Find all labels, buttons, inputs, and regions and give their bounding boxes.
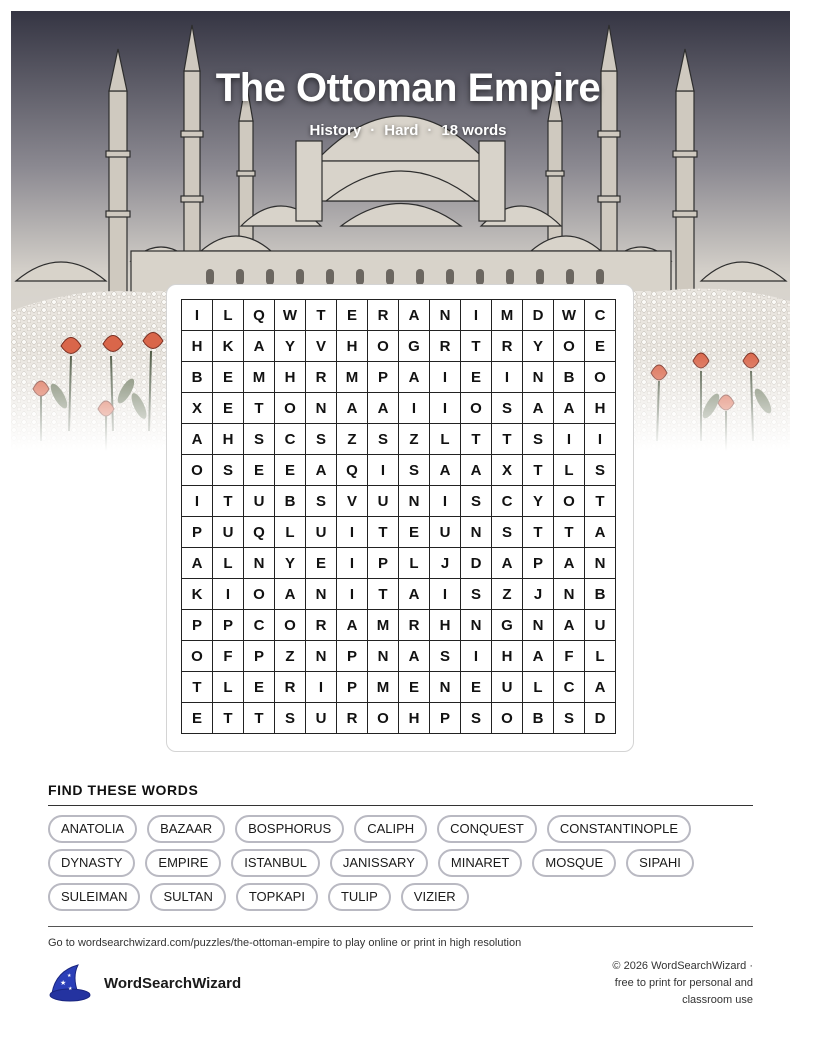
grid-cell[interactable]: Z xyxy=(492,579,523,610)
grid-cell[interactable]: E xyxy=(461,672,492,703)
grid-cell[interactable]: L xyxy=(430,424,461,455)
grid-cell[interactable]: U xyxy=(244,486,275,517)
grid-cell[interactable]: J xyxy=(430,548,461,579)
word-chip: TOPKAPI xyxy=(236,883,318,911)
grid-cell[interactable]: P xyxy=(182,610,213,641)
grid-cell[interactable]: I xyxy=(554,424,585,455)
grid-cell[interactable]: I xyxy=(182,486,213,517)
grid-cell[interactable]: I xyxy=(585,424,616,455)
difficulty-label: Hard xyxy=(384,122,419,139)
grid-cell[interactable]: N xyxy=(461,517,492,548)
category-label: History xyxy=(309,122,362,139)
grid-cell[interactable]: U xyxy=(430,517,461,548)
grid-row xyxy=(182,641,616,672)
grid-cell[interactable]: U xyxy=(368,486,399,517)
grid-cell[interactable]: I xyxy=(430,393,461,424)
grid-cell[interactable]: C xyxy=(275,424,306,455)
copyright-line: free to print for personal and xyxy=(614,977,753,989)
grid-cell[interactable]: E xyxy=(585,331,616,362)
grid-cell[interactable]: U xyxy=(213,517,244,548)
word-chip: BOSPHORUS xyxy=(235,815,344,843)
grid-cell[interactable]: N xyxy=(554,579,585,610)
grid-cell[interactable]: F xyxy=(554,641,585,672)
grid-cell[interactable]: S xyxy=(213,455,244,486)
grid-row xyxy=(182,672,616,703)
grid-cell[interactable]: N xyxy=(306,393,337,424)
word-list-title: FIND THESE WORDS xyxy=(48,782,199,798)
word-chip: JANISSARY xyxy=(330,849,428,877)
word-chip: ANATOLIA xyxy=(48,815,137,843)
grid-cell[interactable]: P xyxy=(182,517,213,548)
word-list xyxy=(48,815,753,911)
grid-cell[interactable]: P xyxy=(213,610,244,641)
play-online-link-text[interactable]: Go to wordsearchwizard.com/puzzles/the-ottoman-empire to play online or print in high resolution xyxy=(48,937,522,949)
grid-cell[interactable]: S xyxy=(306,486,337,517)
grid-cell[interactable]: Z xyxy=(337,424,368,455)
grid-cell[interactable]: V xyxy=(337,486,368,517)
copyright-notice xyxy=(593,958,753,1009)
grid-cell[interactable]: L xyxy=(399,548,430,579)
brand-logo[interactable] xyxy=(48,963,241,1003)
grid-row xyxy=(182,424,616,455)
grid-cell[interactable]: A xyxy=(399,579,430,610)
letter-grid[interactable] xyxy=(181,299,616,734)
svg-text:★: ★ xyxy=(68,986,73,992)
grid-cell[interactable]: A xyxy=(585,517,616,548)
grid-cell[interactable]: I xyxy=(492,362,523,393)
grid-cell[interactable]: T xyxy=(492,424,523,455)
grid-cell[interactable]: M xyxy=(337,362,368,393)
grid-row xyxy=(182,517,616,548)
grid-cell[interactable]: C xyxy=(585,300,616,331)
grid-cell[interactable]: B xyxy=(523,703,554,734)
grid-cell[interactable]: T xyxy=(523,517,554,548)
grid-cell[interactable]: M xyxy=(244,362,275,393)
grid-cell[interactable]: A xyxy=(337,610,368,641)
grid-cell[interactable]: S xyxy=(399,455,430,486)
grid-cell[interactable]: N xyxy=(430,672,461,703)
grid-cell[interactable]: P xyxy=(337,672,368,703)
grid-cell[interactable]: T xyxy=(213,486,244,517)
grid-cell[interactable]: K xyxy=(182,579,213,610)
grid-cell[interactable]: B xyxy=(182,362,213,393)
divider xyxy=(48,926,753,927)
grid-cell[interactable]: S xyxy=(523,424,554,455)
grid-cell[interactable]: E xyxy=(461,362,492,393)
puzzle-card xyxy=(166,284,634,752)
grid-row xyxy=(182,703,616,734)
grid-cell[interactable]: D xyxy=(523,300,554,331)
grid-cell[interactable]: Q xyxy=(244,517,275,548)
grid-cell[interactable]: I xyxy=(337,517,368,548)
grid-cell[interactable]: A xyxy=(523,641,554,672)
grid-cell[interactable]: Q xyxy=(244,300,275,331)
grid-cell[interactable]: E xyxy=(213,362,244,393)
grid-cell[interactable]: A xyxy=(585,672,616,703)
grid-cell[interactable]: A xyxy=(337,393,368,424)
grid-cell[interactable]: I xyxy=(399,393,430,424)
grid-cell[interactable]: O xyxy=(554,486,585,517)
grid-cell[interactable]: H xyxy=(213,424,244,455)
grid-cell[interactable]: L xyxy=(213,672,244,703)
grid-cell[interactable]: C xyxy=(554,672,585,703)
grid-cell[interactable]: T xyxy=(213,703,244,734)
grid-cell[interactable]: E xyxy=(244,672,275,703)
page-title: The Ottoman Empire xyxy=(215,66,601,110)
grid-cell[interactable]: A xyxy=(182,424,213,455)
svg-text:★: ★ xyxy=(60,979,67,987)
svg-text:★: ★ xyxy=(67,973,72,979)
grid-cell[interactable]: E xyxy=(399,517,430,548)
grid-cell[interactable]: P xyxy=(523,548,554,579)
word-chip: CALIPH xyxy=(354,815,427,843)
grid-cell[interactable]: S xyxy=(461,579,492,610)
grid-cell[interactable]: Z xyxy=(399,424,430,455)
word-chip: TULIP xyxy=(328,883,391,911)
grid-cell[interactable]: E xyxy=(244,455,275,486)
grid-cell[interactable]: R xyxy=(275,672,306,703)
grid-cell[interactable]: C xyxy=(492,486,523,517)
grid-cell[interactable]: S xyxy=(585,455,616,486)
grid-cell[interactable]: B xyxy=(275,486,306,517)
grid-cell[interactable]: U xyxy=(306,517,337,548)
grid-cell[interactable]: A xyxy=(461,455,492,486)
grid-cell[interactable]: N xyxy=(244,548,275,579)
grid-cell[interactable]: D xyxy=(461,548,492,579)
grid-cell[interactable]: L xyxy=(554,455,585,486)
grid-cell[interactable]: S xyxy=(461,486,492,517)
grid-cell[interactable]: A xyxy=(399,300,430,331)
grid-cell[interactable]: A xyxy=(399,362,430,393)
grid-cell[interactable]: O xyxy=(368,331,399,362)
grid-cell[interactable]: E xyxy=(275,455,306,486)
grid-cell[interactable]: E xyxy=(213,393,244,424)
grid-cell[interactable]: A xyxy=(554,610,585,641)
grid-cell[interactable]: D xyxy=(585,703,616,734)
grid-cell[interactable]: I xyxy=(430,486,461,517)
grid-cell[interactable]: H xyxy=(399,703,430,734)
grid-cell[interactable]: A xyxy=(182,548,213,579)
word-chip: BAZAAR xyxy=(147,815,225,843)
grid-cell[interactable]: S xyxy=(461,703,492,734)
word-chip: EMPIRE xyxy=(145,849,221,877)
grid-row xyxy=(182,362,616,393)
grid-cell[interactable]: X xyxy=(492,455,523,486)
grid-cell[interactable]: T xyxy=(554,517,585,548)
grid-cell[interactable]: E xyxy=(182,703,213,734)
grid-cell[interactable]: H xyxy=(585,393,616,424)
word-chip: DYNASTY xyxy=(48,849,135,877)
grid-cell[interactable]: S xyxy=(244,424,275,455)
grid-cell[interactable]: L xyxy=(213,300,244,331)
grid-cell[interactable]: M xyxy=(368,610,399,641)
word-chip: CONQUEST xyxy=(437,815,537,843)
word-chip: MINARET xyxy=(438,849,523,877)
grid-cell[interactable]: N xyxy=(523,610,554,641)
copyright-line: © 2026 WordSearchWizard · xyxy=(612,960,753,972)
grid-cell[interactable]: N xyxy=(306,579,337,610)
grid-cell[interactable]: R xyxy=(399,610,430,641)
grid-cell[interactable]: T xyxy=(368,517,399,548)
grid-cell[interactable]: T xyxy=(244,703,275,734)
grid-cell[interactable]: Z xyxy=(275,641,306,672)
grid-cell[interactable]: H xyxy=(430,610,461,641)
grid-cell[interactable]: T xyxy=(244,393,275,424)
grid-cell[interactable]: O xyxy=(585,362,616,393)
grid-cell[interactable]: T xyxy=(306,300,337,331)
grid-cell[interactable]: I xyxy=(213,579,244,610)
grid-cell[interactable]: U xyxy=(306,703,337,734)
grid-cell[interactable]: Y xyxy=(523,331,554,362)
grid-row xyxy=(182,300,616,331)
grid-row xyxy=(182,548,616,579)
grid-row xyxy=(182,455,616,486)
grid-cell[interactable]: W xyxy=(554,300,585,331)
grid-cell[interactable]: A xyxy=(275,579,306,610)
grid-cell[interactable]: Y xyxy=(275,548,306,579)
grid-cell[interactable]: W xyxy=(275,300,306,331)
grid-cell[interactable]: S xyxy=(306,424,337,455)
grid-cell[interactable]: R xyxy=(306,610,337,641)
grid-cell[interactable]: S xyxy=(492,517,523,548)
grid-cell[interactable]: E xyxy=(399,672,430,703)
grid-row xyxy=(182,579,616,610)
grid-cell[interactable]: A xyxy=(430,455,461,486)
grid-cell[interactable]: B xyxy=(585,579,616,610)
grid-cell[interactable]: R xyxy=(368,300,399,331)
grid-cell[interactable]: B xyxy=(554,362,585,393)
word-chip: SULTAN xyxy=(150,883,225,911)
grid-cell[interactable]: N xyxy=(368,641,399,672)
grid-cell[interactable]: S xyxy=(492,393,523,424)
grid-cell[interactable]: A xyxy=(554,548,585,579)
word-chip: CONSTANTINOPLE xyxy=(547,815,691,843)
grid-cell[interactable]: A xyxy=(399,641,430,672)
grid-cell[interactable]: H xyxy=(492,641,523,672)
grid-cell[interactable]: P xyxy=(244,641,275,672)
grid-cell[interactable]: O xyxy=(492,703,523,734)
grid-cell[interactable]: A xyxy=(523,393,554,424)
meta-separator: · xyxy=(427,122,433,139)
grid-cell[interactable]: A xyxy=(492,548,523,579)
grid-cell[interactable]: A xyxy=(368,393,399,424)
grid-cell[interactable]: S xyxy=(554,703,585,734)
grid-cell[interactable]: R xyxy=(306,362,337,393)
grid-cell[interactable]: H xyxy=(337,331,368,362)
grid-cell[interactable]: I xyxy=(461,300,492,331)
grid-cell[interactable]: T xyxy=(461,424,492,455)
grid-cell[interactable]: Y xyxy=(275,331,306,362)
grid-cell[interactable]: P xyxy=(337,641,368,672)
grid-row xyxy=(182,610,616,641)
grid-cell[interactable]: T xyxy=(461,331,492,362)
grid-cell[interactable]: I xyxy=(337,548,368,579)
grid-cell[interactable]: U xyxy=(492,672,523,703)
copyright-line: classroom use xyxy=(682,994,753,1006)
brand-name: WordSearchWizard xyxy=(104,974,242,992)
wizard-hat-icon xyxy=(48,963,92,1003)
grid-cell[interactable]: L xyxy=(213,548,244,579)
grid-cell[interactable]: O xyxy=(182,641,213,672)
grid-cell[interactable]: N xyxy=(399,486,430,517)
grid-cell[interactable]: L xyxy=(275,517,306,548)
grid-cell[interactable]: O xyxy=(461,393,492,424)
grid-cell[interactable]: C xyxy=(244,610,275,641)
grid-cell[interactable]: A xyxy=(554,393,585,424)
grid-cell[interactable]: N xyxy=(523,362,554,393)
grid-cell[interactable]: O xyxy=(368,703,399,734)
word-chip: ISTANBUL xyxy=(231,849,320,877)
grid-cell[interactable]: O xyxy=(182,455,213,486)
grid-row xyxy=(182,331,616,362)
grid-cell[interactable]: S xyxy=(275,703,306,734)
grid-cell[interactable]: I xyxy=(461,641,492,672)
word-count-label: 18 words xyxy=(441,122,507,139)
grid-cell[interactable]: V xyxy=(306,331,337,362)
grid-cell[interactable]: Y xyxy=(523,486,554,517)
grid-cell[interactable]: I xyxy=(368,455,399,486)
grid-cell[interactable]: H xyxy=(182,331,213,362)
grid-cell[interactable]: I xyxy=(430,579,461,610)
grid-cell[interactable]: A xyxy=(244,331,275,362)
grid-cell[interactable]: M xyxy=(368,672,399,703)
grid-row xyxy=(182,486,616,517)
grid-cell[interactable]: S xyxy=(368,424,399,455)
grid-cell[interactable]: N xyxy=(585,548,616,579)
word-chip: SULEIMAN xyxy=(48,883,140,911)
grid-cell[interactable]: U xyxy=(585,610,616,641)
grid-cell[interactable]: X xyxy=(182,393,213,424)
word-chip: VIZIER xyxy=(401,883,469,911)
grid-cell[interactable]: G xyxy=(492,610,523,641)
puzzle-meta xyxy=(0,122,816,139)
grid-cell[interactable]: N xyxy=(461,610,492,641)
word-chip: MOSQUE xyxy=(532,849,616,877)
grid-cell[interactable]: T xyxy=(523,455,554,486)
grid-cell[interactable]: K xyxy=(213,331,244,362)
grid-cell[interactable]: O xyxy=(244,579,275,610)
grid-cell[interactable]: S xyxy=(430,641,461,672)
grid-cell[interactable]: O xyxy=(275,393,306,424)
grid-cell[interactable]: T xyxy=(585,486,616,517)
grid-cell[interactable]: R xyxy=(492,331,523,362)
meta-separator: · xyxy=(370,122,376,139)
grid-row xyxy=(182,393,616,424)
grid-cell[interactable]: I xyxy=(182,300,213,331)
grid-cell[interactable]: E xyxy=(337,300,368,331)
grid-cell[interactable]: J xyxy=(523,579,554,610)
grid-cell[interactable]: I xyxy=(430,362,461,393)
grid-cell[interactable]: E xyxy=(306,548,337,579)
grid-cell[interactable]: P xyxy=(368,362,399,393)
grid-cell[interactable]: A xyxy=(306,455,337,486)
grid-cell[interactable]: G xyxy=(399,331,430,362)
word-chip: SIPAHI xyxy=(626,849,694,877)
grid-cell[interactable]: H xyxy=(275,362,306,393)
grid-cell[interactable]: M xyxy=(492,300,523,331)
grid-cell[interactable]: O xyxy=(554,331,585,362)
grid-cell[interactable]: O xyxy=(275,610,306,641)
divider xyxy=(48,805,753,806)
grid-cell[interactable]: P xyxy=(368,548,399,579)
grid-cell[interactable]: T xyxy=(182,672,213,703)
grid-cell[interactable]: L xyxy=(585,641,616,672)
grid-cell[interactable]: I xyxy=(337,579,368,610)
grid-cell[interactable]: N xyxy=(430,300,461,331)
grid-cell[interactable]: R xyxy=(337,703,368,734)
grid-cell[interactable]: L xyxy=(523,672,554,703)
grid-cell[interactable]: F xyxy=(213,641,244,672)
grid-cell[interactable]: I xyxy=(306,672,337,703)
grid-cell[interactable]: Q xyxy=(337,455,368,486)
grid-cell[interactable]: P xyxy=(430,703,461,734)
grid-cell[interactable]: N xyxy=(306,641,337,672)
grid-cell[interactable]: T xyxy=(368,579,399,610)
grid-cell[interactable]: R xyxy=(430,331,461,362)
